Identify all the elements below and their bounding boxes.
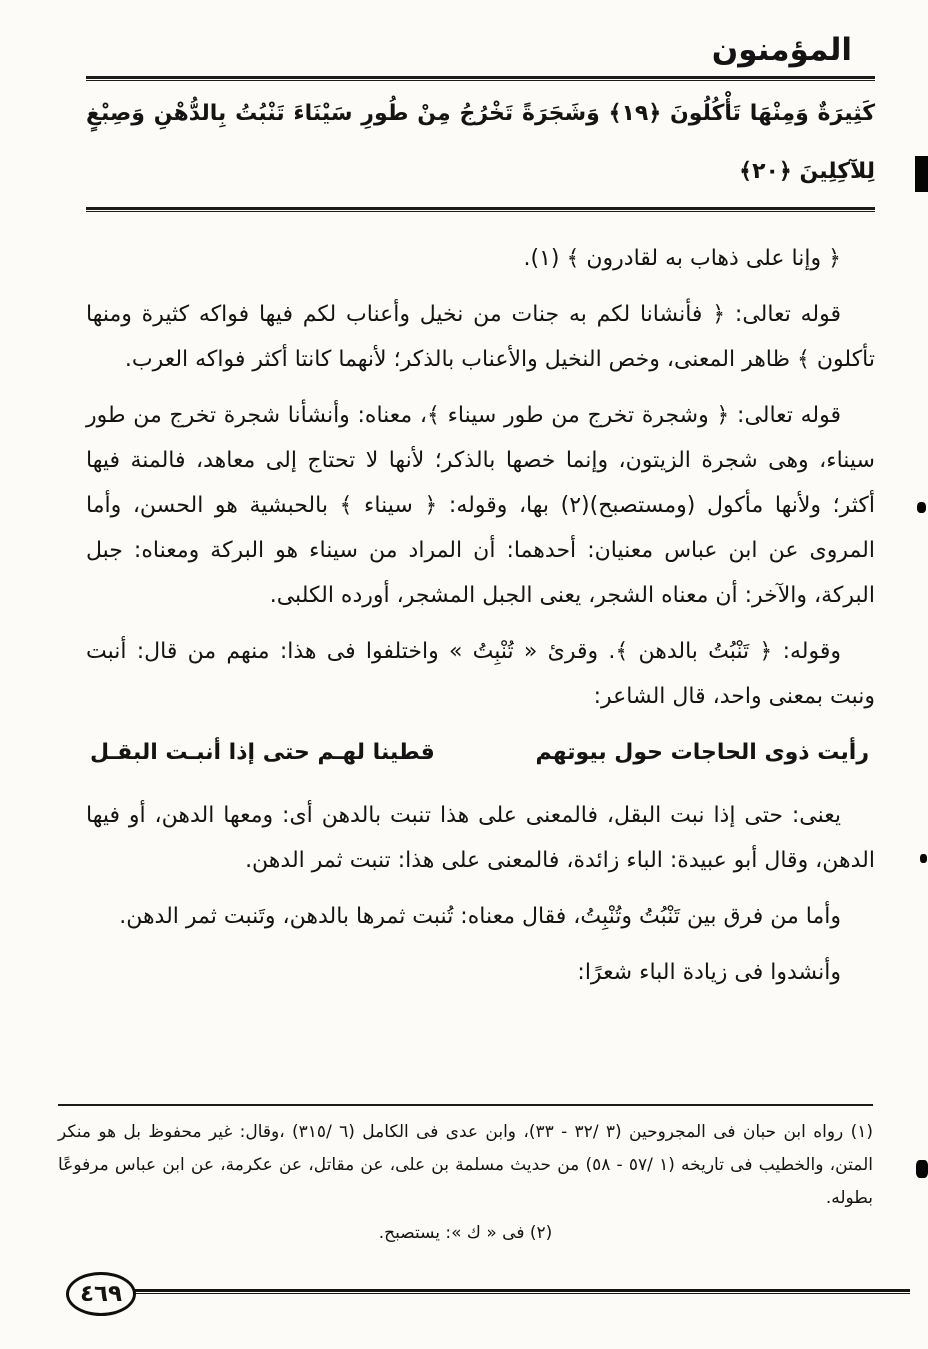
scan-artifact [917, 502, 926, 513]
footnote: (٢) فى « ك »: يستصبح. [378, 1223, 553, 1243]
header-rule [86, 76, 875, 81]
tafsir-paragraph: وقوله: ﴿ تَنْبُتُ بالدهن ﴾. وقرئ « تُنْبِتُ » واختلفوا فى هذا: منهم من قال: أنبت ونبت بمعنى واحد، قال الشاعر: [86, 639, 875, 709]
page-footer [0, 1268, 928, 1320]
tafsir-paragraph: وأنشدوا فى زيادة الباء شعرًا: [577, 960, 841, 985]
tafsir-paragraph: يعنى: حتى إذا نبت البقل، فالمعنى على هذا تنبت بالدهن أى: ومعها الدهن، أو فيها الدهن، وقال أبو عبيدة: الباء زائدة، فالمعنى على هذا: تنبت ثمر الدهن. [86, 803, 875, 873]
quran-divider-rule [86, 207, 875, 212]
poetry-hemistich-right: رأيت ذوى الحاجات حول بيوتهم [535, 740, 869, 765]
tafsir-paragraph: وأما من فرق بين تَنْبُتُ وتُنْبِتُ، فقال معناه: تُنبت ثمرها بالدهن، وتَنبت ثمر الدهن. [119, 904, 841, 929]
quran-verses [86, 85, 875, 201]
scan-artifact [915, 156, 928, 192]
footer-rule [128, 1289, 910, 1294]
tafsir-paragraph: قوله تعالى: ﴿ فأنشانا لكم به جنات من نخيل وأعناب لكم فيها فواكه كثيرة ومنها تأكلون ﴾ ظاهر المعنى، وخص النخيل والأعناب بالذكر؛ لأنهما كانتا أكثر فواكه العرب. [86, 302, 875, 372]
poetry-verse [90, 730, 869, 775]
scan-artifact [916, 1160, 928, 1178]
footnote: (١) رواه ابن حبان فى المجروحين (٣ /٣٢ - ٣٣)، وابن عدى فى الكامل (٦ /٣١٥) ،وقال: غير محفوظ بل هو منكر المتن، والخطيب فى تاريخه (١ /٥٧ - ٥٨) من حديث مسلمة بن على، عن مقاتل، عن عكرمة، عن ابن عباس مرفوعًا بطوله. [58, 1122, 874, 1208]
page-number-badge [66, 1272, 136, 1316]
scan-artifact [920, 854, 927, 863]
footnotes-section [58, 1104, 873, 1250]
footnotes-block [58, 1106, 873, 1250]
quran-verse-line2: لِلآكِلِينَ ﴿٢٠﴾ [739, 159, 875, 184]
tafsir-paragraph: ﴿ وإنا على ذهاب به لقادرون ﴾ (١). [523, 246, 841, 271]
surah-title: المؤمنون [711, 32, 852, 68]
page-number: ٤٦٩ [79, 1281, 123, 1307]
poetry-hemistich-left: قطينا لهـم حتى إذا أنبـت البقـل [90, 740, 435, 765]
tafsir-body [86, 236, 875, 995]
quran-verse-line1: كَثِيرَةٌ وَمِنْهَا تَأْكُلُونَ ﴿١٩﴾ وَشَجَرَةً تَخْرُجُ مِنْ طُورِ سَيْنَاءَ تَنْبُتُ بِالدُّهْنِ وَصِبْغٍ [86, 101, 875, 126]
tafsir-paragraph: قوله تعالى: ﴿ وشجرة تخرج من طور سيناء ﴾، معناه: وأنشأنا شجرة تخرج من طور سيناء، وهى شجرة الزيتون، وإنما خصها بالذكر؛ لأنها لا تحتاج إلى معاهد، فالمنة فيها أكثر؛ ولأنها مأكول (ومستصبح)(٢) بها، وقوله: ﴿ سيناء ﴾ بالحبشية هو الحسن، وأما المروى عن ابن عباس معنيان: أحدهما: أن المراد من سيناء هو البركة ومعناه: جبل البركة، والآخر: أن معناه الشجر، يعنى الجبل المشجر، أورده الكلبى. [86, 403, 876, 608]
